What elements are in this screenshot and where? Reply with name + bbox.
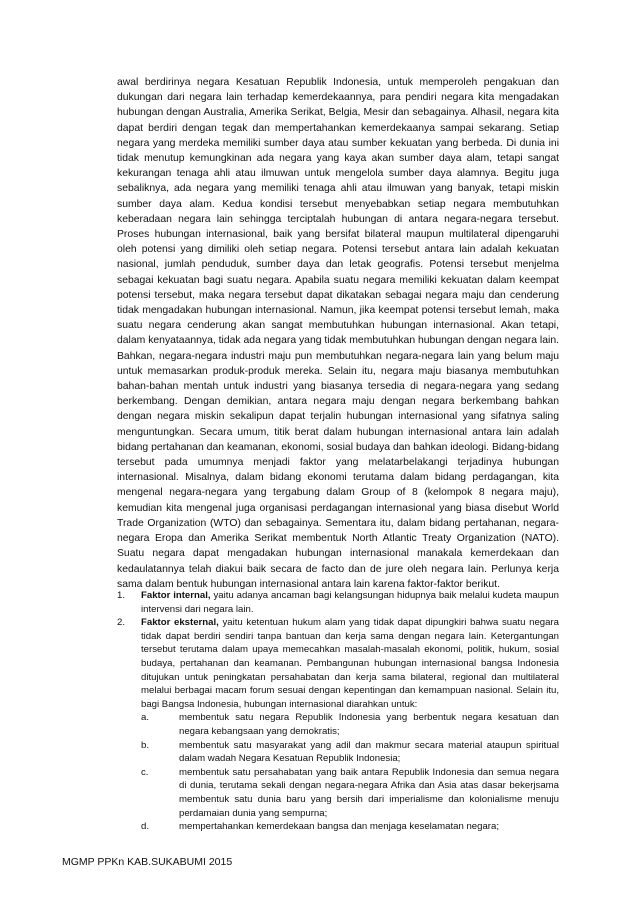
list-letter: b. [141, 739, 150, 751]
list-letter: c. [141, 766, 149, 778]
list-item-goal [141, 739, 559, 766]
factor-list [117, 589, 559, 834]
goal-list [141, 711, 559, 833]
factor-term: Faktor internal, [141, 590, 211, 601]
list-number: 2. [117, 617, 126, 629]
list-item-goal [141, 766, 559, 820]
list-item-factor-internal [117, 589, 559, 616]
list-item-goal [141, 711, 559, 738]
body-paragraph: awal berdirinya negara Kesatuan Republik Indonesia, untuk memperoleh pengakuan dan dukungan dari negara lain terhadap kemerdekaannya, para pendiri negara kita mengadakan hubungan dengan Australia, Amerika Serikat, Belgia, Mesir dan sebagainya. Alhasil, negara kita dapat berdiri dengan tegak dan mempertahankan kemerdekaanya sampai sekarang. Setiap negara yang merdeka memiliki sumber daya atau sumber kekuatan yang berbeda. Di dunia ini tidak menutup kemungkinan ada negara yang kaya akan sumber daya alam, tetapi sangat kekurangan tenaga ahli atau ilmuwan untuk mengelola sumber daya alamnya. Begitu juga sebaliknya, ada negara yang memiliki tenaga ahli atau ilmuwan yang banyak, tetapi miskin sumber daya alam. Kedua kondisi tersebut menyebabkan setiap negara membutuhkan keberadaan negara lain sehingga terciptalah hubungan di antara negara-negara tersebut. Proses hubungan internasional, baik yang bersifat bilateral maupun multilateral dipengaruhi oleh potensi yang dimiliki oleh setiap negara. Potensi tersebut antara lain adalah kekuatan nasional, jumlah penduduk, sumber daya dan letak geografis. Potensi tersebut menjelma sebagai kekuatan bagi suatu negara. Apabila suatu negara memiliki kekuatan dalam keempat potensi tersebut, maka negara tersebut dapat dikatakan sebagai negara maju dan cenderung tidak mengadakan hubungan internasional. Namun, jika keempat potensi tersebut lemah, maka suatu negara cenderung akan sangat membutuhkan hubungan internasional. Akan tetapi, dalam kenyataannya, tidak ada negara yang tidak membutuhkan hubungan dengan negara lain. Bahkan, negara-negara industri maju pun membutuhkan negara-negara lain yang belum maju untuk memasarkan produk-produk mereka. Selain itu, negara maju biasanya membutuhkan bahan-bahan mentah untuk industri yang biasanya tersedia di negara-negara yang sedang berkembang. Dengan demikian, antara negara maju dengan negara berkembang bahkan dengan negara miskin sekalipun dapat terjalin hubungan internasional yang sifatnya saling menguntungkan. Secara umum, titik berat dalam hubungan internasional antara lain adalah bidang pertahanan dan keamanan, ekonomi, sosial budaya dan bahkan ideologi. Bidang-bidang tersebut pada umumnya menjadi faktor yang melatarbelakangi terjadinya hubungan internasional. Misalnya, dalam bidang ekonomi terutama dalam bidang perdagangan, kita mengenal negara-negara yang tergabung dalam Group of 8 (kelompok 8 negara maju), kemudian kita mengenal juga organisasi perdagangan internasional yang biasa disebut World Trade Organization (WTO) dan sebagainya. Sementara itu, dalam bidang pertahanan, negara-negara Eropa dan Amerika Serikat membentuk North Atlantic Treaty Organization (NATO). Suatu negara dapat mengadakan hubungan internasional manakala kemerdekaan dan kedaulatannya telah diakui baik secara de facto dan de jure oleh negara lain. Perlunya kerja sama dalam bentuk hubungan internasional antara lain karena faktor-faktor berikut. [117, 77, 559, 590]
list-letter: d. [141, 821, 150, 833]
factor-description: yaitu ketentuan hukum alam yang tidak dapat dipungkiri bahwa suatu negara tidak dapat berdiri sendiri tanpa bantuan dan kerja sama dengan negara lain. Ketergantungan tersebut terutama dalam upaya memecahkan masalah-masalah ekonomi, politik, hukum, sosial budaya, pertahanan dan keamanan. Pembangunan hubungan internasional bangsa Indonesia ditujukan untuk peningkatan persahabatan dan kerja sama bilateral, regional dan multilateral melalui berbagai macam forum sesuai dengan kepentingan dan kemampuan nasional. Selain itu, bagi Bangsa Indonesia, hubungan internasional diarahkan untuk: [141, 617, 559, 710]
goal-text: membentuk satu masyarakat yang adil dan makmur secara material ataupun spiritual dalam wadah Negara Kesatuan Republik Indonesia; [179, 739, 559, 765]
list-item-goal [141, 820, 559, 834]
list-item-factor-external [117, 616, 559, 834]
goal-text: membentuk satu persahabatan yang baik antara Republik Indonesia dan semua negara di dunia, terutama sekali dengan negara-negara Afrika dan Asia atas dasar bekerjsama membentuk satu dunia baru yang bersih dari imperialisme dan kolonialisme menuju perdamaian dunia yang sempurna; [179, 766, 559, 819]
list-letter: a. [141, 712, 150, 724]
list-number: 1. [117, 590, 126, 601]
goal-text: membentuk satu negara Republik Indonesia yang berbentuk negara kesatuan dan negara kebangsaan yang demokratis; [179, 712, 559, 737]
page-footer: MGMP PPKn KAB.SUKABUMI 2015 [62, 856, 233, 868]
factor-term: Faktor eksternal, [141, 617, 219, 629]
factor-description: yaitu adanya ancaman bagi kelangsungan hidupnya baik melalui kudeta maupun intervensi dari negara lain. [141, 590, 560, 615]
goal-text: mempertahankan kemerdekaan bangsa dan menjaga keselamatan negara; [179, 821, 499, 833]
